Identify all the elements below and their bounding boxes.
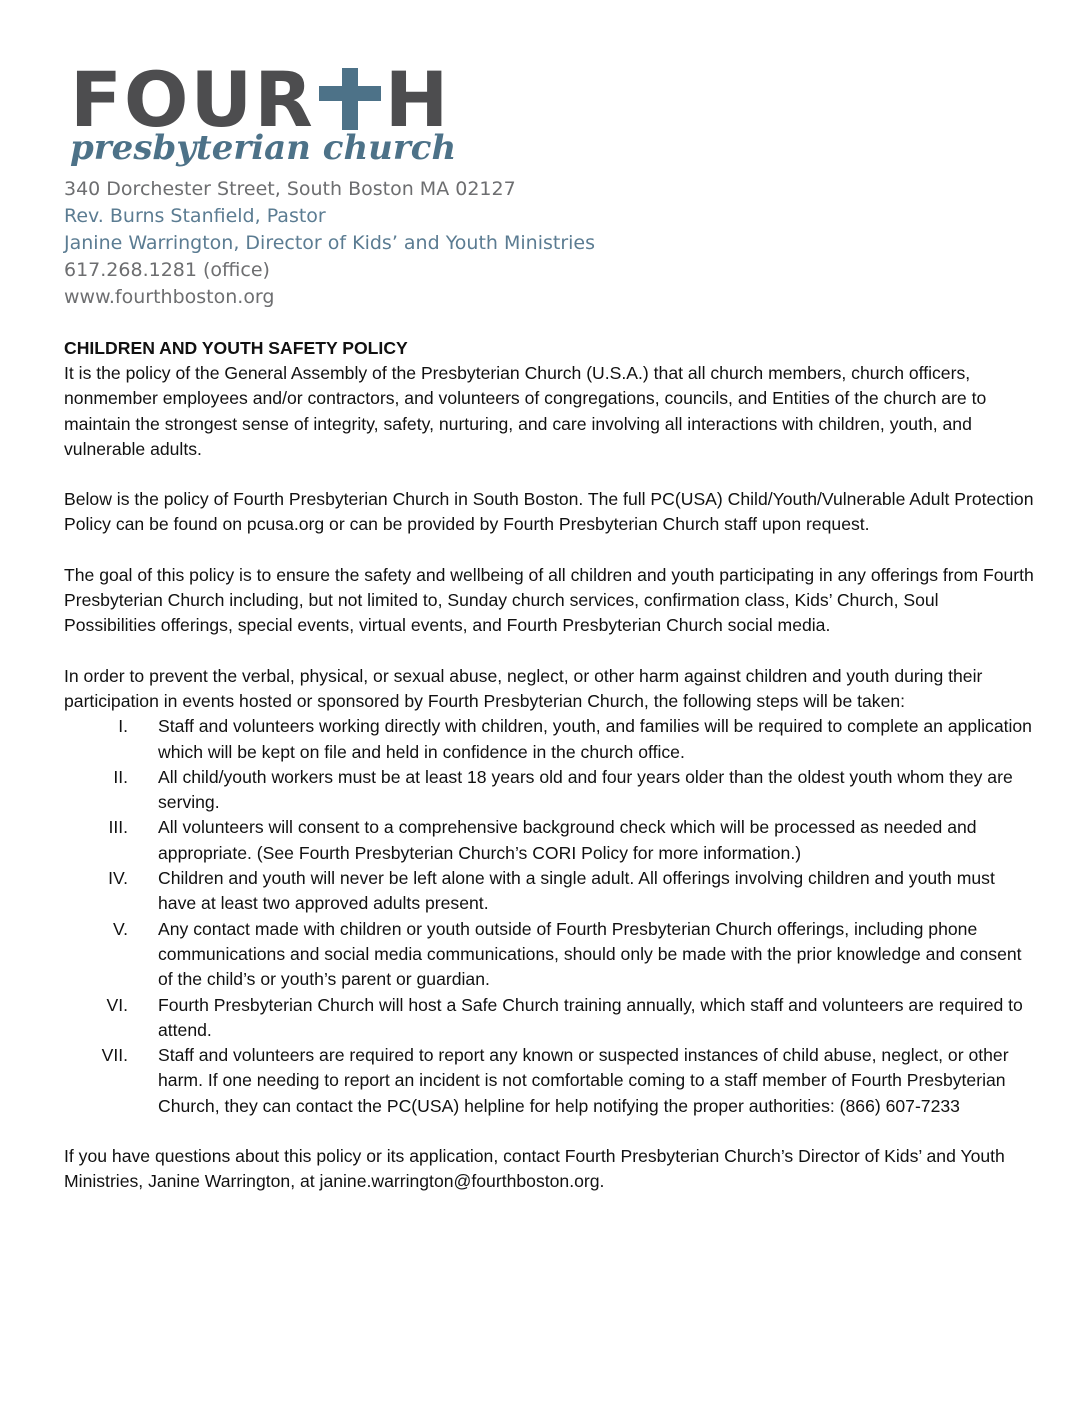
letterhead — [64, 176, 595, 311]
policy-paragraph-goal: The goal of this policy is to ensure the safety and wellbeing of all children and youth participating in any offerings from Fourth Presbyterian Church including, but not limited to, Sunday church services, confirmation class, Kids’ Church, Soul Possibilities offerings, special events, virtual events, and Fourth Presbyterian Church social media. — [64, 564, 1034, 636]
step-number: I. — [118, 716, 128, 737]
steps-intro: In order to prevent the verbal, physical, or sexual abuse, neglect, or other harm against children and youth during their participation in events hosted or sponsored by Fourth Presbyterian Church, the following steps will be taken: — [64, 665, 983, 711]
director-line: Janine Warrington, Director of Kids’ and Youth Ministries — [64, 232, 595, 254]
list-item — [64, 765, 1034, 816]
step-text: Any contact made with children or youth outside of Fourth Presbyterian Church offerings, including phone communications and social media communications, should only be made with the prior knowledge and consent of the child’s or youth’s parent or guardian. — [158, 918, 1022, 990]
list-item — [64, 917, 1034, 993]
website-link[interactable]: www.fourthboston.org — [64, 286, 275, 308]
step-text: All volunteers will consent to a comprehensive background check which will be processed as needed and appropriate. (See Fourth Presbyterian Church’s CORI Policy for more information.) — [158, 817, 977, 863]
policy-title: CHILDREN AND YOUTH SAFETY POLICY — [64, 338, 408, 358]
step-number: II. — [113, 766, 128, 787]
policy-paragraph-intro: It is the policy of the General Assembly of the Presbyterian Church (U.S.A.) that all church members, church officers, nonmember employees and/or contractors, and volunteers of congregations, councils, and Entities of the church are to maintain the strongest sense of integrity, safety, nurturing, and care involving all interactions with children, youth, and vulnerable adults. — [64, 363, 987, 459]
logo-tagline: presbyterian church — [70, 128, 457, 168]
policy-body — [64, 336, 1034, 1220]
church-logo — [70, 55, 457, 172]
step-number: V. — [112, 918, 128, 939]
step-number: IV. — [108, 868, 128, 889]
step-text: Children and youth will never be left alone with a single adult. All offerings involving children and youth must have at least two approved adults present. — [158, 868, 995, 914]
step-number: III. — [108, 817, 128, 838]
step-text: Staff and volunteers are required to report any known or suspected instances of child abuse, neglect, or other harm. If one needing to report an incident is not comfortable coming to a staff member of Fourth Presbyterian Church, they can contact the PC(USA) helpline for help notifying the proper authorities: (866) 607-7233 — [158, 1045, 1009, 1116]
logo-wordmark — [70, 55, 451, 144]
cross-icon — [319, 68, 381, 130]
church-address: 340 Dorchester Street, South Boston MA 02127 — [64, 178, 516, 200]
logo-word-left: FOUR — [70, 55, 315, 144]
step-number: VI. — [106, 994, 128, 1015]
step-number: VII. — [101, 1045, 128, 1066]
list-item — [64, 993, 1034, 1044]
list-item — [64, 866, 1034, 917]
office-phone: 617.268.1281 (office) — [64, 259, 270, 281]
logo-word-right: H — [384, 55, 451, 144]
step-text: All child/youth workers must be at least 18 years old and four years older than the oldest youth whom they are serving. — [158, 766, 1013, 813]
step-text: Staff and volunteers working directly with children, youth, and families will be required to complete an application which will be kept on file and held in confidence in the church office. — [158, 716, 1032, 762]
policy-closing: If you have questions about this policy or its application, contact Fourth Presbyterian Church’s Director of Kids’ and Youth Ministries, Janine Warrington, at janine.warrington@fourthboston.org. — [64, 1146, 1005, 1192]
policy-steps-list — [64, 714, 1034, 1119]
step-text: Fourth Presbyterian Church will host a Safe Church training annually, which staff and volunteers are required to attend. — [158, 994, 1023, 1040]
list-item — [64, 1043, 1034, 1119]
pastor-line: Rev. Burns Stanfield, Pastor — [64, 205, 326, 227]
list-item — [64, 815, 1034, 866]
policy-paragraph-source: Below is the policy of Fourth Presbyterian Church in South Boston. The full PC(USA) Child/Youth/Vulnerable Adult Protection Policy can be found on pcusa.org or can be provided by Fourth Presbyterian Church staff upon request. — [64, 489, 1034, 535]
list-item — [64, 714, 1034, 765]
